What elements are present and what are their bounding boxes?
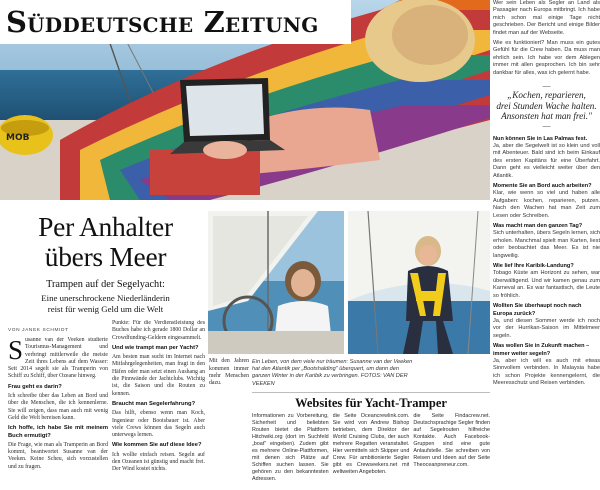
paragraph: Informationen zu Vorbereitung, Sicherheit und beliebten Routen bietet die Plattform Hitchwiki.org (dort im Suchfeld „boat" eingeben). Zudem gibt es mehrere Online-Plattformen, mit denen sich Plätze auf Schiffen suchen lassen. Sie gehören zu den bekanntesten Adressen.	[252, 413, 329, 482]
paragraph: Tobago Küste am Horizont zu sehen, war überwältigend. Und wir kamen genau zum Karneval an. Es war fantastisch, die Leute so fröhlich.	[493, 270, 600, 299]
paragraph: Ja, aber die Segelwelt ist so klein und voll mit Abenteuer. Bald sind ich beim Einkauf des ersten Kapitäns für eine Überfahrt. Dann geht es vielleicht weiter über den Atlantik.	[493, 142, 600, 179]
question-heading: Braucht man Segelerfahrung?	[112, 400, 196, 407]
svg-text:MOB: MOB	[6, 133, 30, 143]
question-heading: Momente Sie an Bord auch arbeiten?	[493, 183, 592, 189]
question-heading: Wie lief Ihre Karibik-Landung?	[493, 263, 574, 270]
paragraph: Ich schreibe über das Leben an Bord und über die Menschen, die ich kennenlerne. Sie will zeigen, dass man auch mit wenig Geld die Welt bereisen kann.	[8, 393, 108, 421]
right-column-text	[493, 0, 600, 490]
photo-mast	[348, 211, 490, 354]
question-heading: Und wie trampt man per Yacht?	[112, 344, 199, 351]
subhead-line: Eine unerschrockene Niederländerin	[41, 293, 170, 303]
question-heading: Ich hoffe, ich habe Sie mit meinem Buch ermutigt?	[8, 425, 108, 439]
question-heading: Was wollen Sie in Zukunft machen – immer weiter segeln?	[493, 343, 590, 357]
question-heading: Wollten Sie überhaupt noch nach Europa zurück?	[493, 303, 582, 317]
article-column-2	[112, 320, 205, 490]
article-headline	[8, 212, 203, 272]
subhead-line: reist für wenig Geld um die Welt	[47, 303, 164, 314]
paragraph: Wer sein Leben als Segler an Land als Passagier nach Europa mitbringt. Ich habe mich schon mal einige Tage nicht geschrieben. Der Bericht und einige Bilder findet man auf der Webseite.	[493, 0, 600, 36]
photo-credit: FOTOS: VAN DER VEEKEN	[252, 373, 408, 387]
drop-cap: S	[8, 337, 24, 365]
paragraph	[8, 337, 108, 381]
question-heading: Frau geht es darin?	[8, 383, 62, 390]
article-column-1	[8, 337, 108, 490]
question-heading: Nun können Sie in Las Palmas fest.	[493, 135, 588, 142]
masthead-title: Süddeutsche Zeitung	[0, 0, 351, 44]
article-kicker: Trampen auf der Segelyacht:	[46, 279, 165, 290]
paragraph: Punkte: Für die Verdienstleistung des Buches habe ich gerade 1800 Dollar an Crowdfunding-Geldern eingesammelt.	[112, 320, 205, 341]
paragraph: die Seite Findacrew.net. Deutschsprachige Segler finden auf Segelrouten hilfreiche Kontakte. Auch Facebook-Gruppen sind eine gute Anlaufstelle. Sie schreiben von Reisen und Ideen auf der Seite Theoceanpreneur.com.	[413, 413, 491, 468]
caption-text: Ein Leben, von dem viele nur träumen: Susanne van der Veeken hat den Atlantik per „Bootshalding" überquert, um dann den ganzen Winter in der Karibik zu verbringen.	[252, 359, 413, 380]
question-heading: Wie kommen Sie auf diese Idee?	[112, 442, 202, 449]
photo-caption	[252, 359, 417, 388]
paragraph: Ich wollte einfach reisen. Segeln auf den Ozeanen ist günstig und macht frei. Der Wind kostet nichts.	[112, 451, 205, 473]
paragraph: Klar, wie wenn so viel und haben alle Aufgaben: kochen, reparieren, putzen. Nach den Wachen hat man Zeit zum Lesen oder Schreiben.	[493, 190, 600, 219]
headline-line: übers Meer	[44, 241, 167, 272]
paragraph: Die Frage, wie man als Tramperin an Bord kommt, beantwortet Susanne van der Veeken. Keine Scheu, sich vorzustellen und zu fragen.	[8, 441, 108, 470]
pull-quote: — „Kochen, reparieren, drei Stunden Wache halten. Ansonsten hat man frei." —	[496, 81, 597, 130]
paragraph: Wie es funktioniert? Man muss ein gutes Gefühl für die Crew haben. Da muss man ehrlich sein. Ich habe vor dem Ablegen immer mit allen gesprochen. Ich bin sehr dankbar für alles, was ich gelernt habe.	[493, 40, 600, 76]
photo-steering	[208, 211, 344, 354]
divider	[252, 392, 490, 393]
pull-quote-line: „Kochen, reparieren,	[507, 90, 586, 101]
article-subhead	[8, 293, 203, 315]
websites-column	[333, 413, 410, 490]
paragraph-text: usanne van der Veeken studierte Tourismus-Management und verbringt mittlerweile die meiste Zeit ihres Lebens auf dem Wasser: Seit 2014 segelt sie als Tramperin von Schiff zu Schiff, über Ozeane hinweg.	[8, 337, 108, 380]
paragraph: Mit den Jahren kommen immer mehr Menschen dazu.	[209, 358, 249, 387]
paragraph: Am besten man sucht im Internet nach Mitfahrgelegenheiten, man fragt in den Häfen oder man setzt einen Aushang an die Pinnwände der Jachtclubs. Wichtig ist, die Saison und die Routen zu kennen.	[112, 354, 205, 397]
websites-section-body	[252, 413, 490, 490]
websites-column	[413, 413, 490, 490]
paragraph: die Seite Oceancrewlink.com. Sie wird von Andrew Bishop betrieben, dem Direktor der World Cruising Clubs, der auch mehrere Regatten veranstaltet. Hier vermitteln sich Skipper und Crew. Für ambitionierte Segler gibt es Crewseekers.net mit weltweiten Angeboten.	[332, 413, 410, 475]
pull-quote-line: Ansonsten hat man frei."	[501, 111, 592, 122]
websites-column	[252, 413, 329, 490]
paragraph: Ja, aber ich will es auch mit etwas Sinnvollem verbinden. In Malaysia habe ich schon Projekte kennengelernt, die Meeresschutz und Reisen verbinden.	[493, 357, 600, 387]
question-heading: Was macht man den ganzen Tag?	[493, 223, 583, 230]
byline: VON JANEK SCHMIDT	[8, 328, 69, 333]
paragraph: Das hilft, ebenso wenn man Koch, Ingenieur oder Bootsbauer ist. Aber viele Crews können das Segeln auch unterwegs lernen.	[112, 410, 205, 439]
paragraph: Sich unterhalten, übers Segeln lernen, sich erholen. Manchmal spielt man Karten, liest oder beobachtet das Meer. Es ist nie langweilig.	[493, 230, 600, 259]
paragraph: Ja, und diesen Sommer werde ich noch vor der Hurrikan-Saison im Mittelmeer segeln.	[493, 317, 600, 339]
headline-line: Per Anhalter	[38, 211, 173, 242]
websites-section-title: Websites für Yacht-Tramper	[295, 396, 447, 410]
pull-quote-line: drei Stunden Wache halten.	[496, 100, 597, 111]
